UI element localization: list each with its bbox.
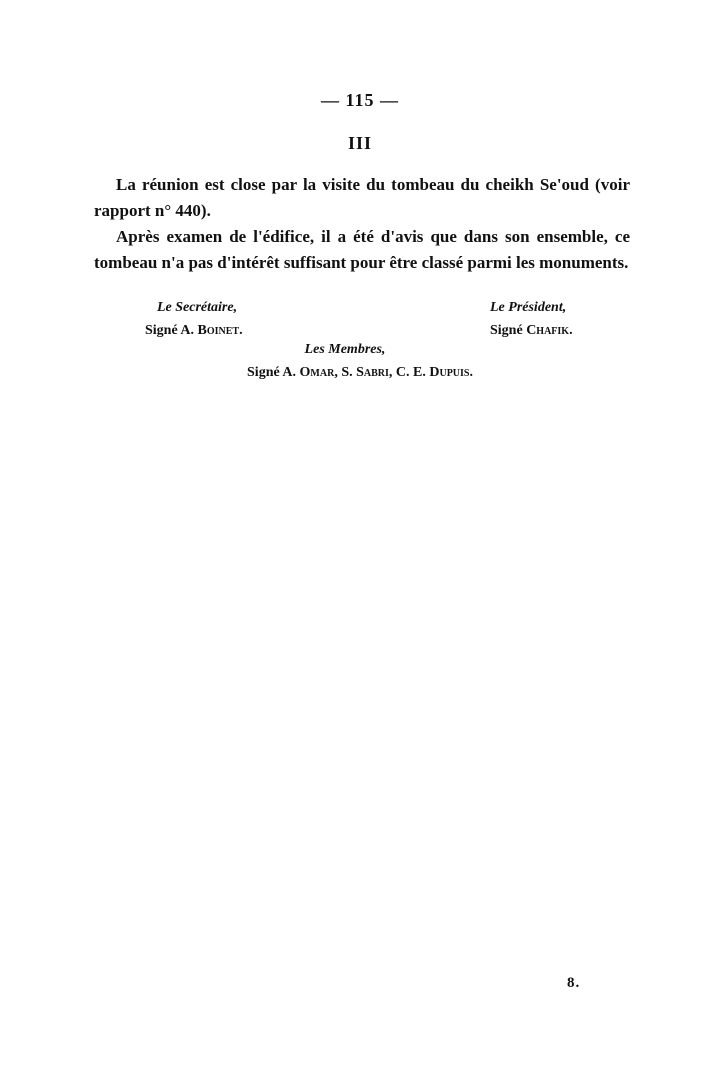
president-signed-prefix: Signé <box>490 323 523 338</box>
paragraph: Après examen de l'édifice, il a été d'avis que dans son ensemble, ce tombeau n'a pas d'intérêt suffisant pour être classé parmi les monuments. <box>94 227 630 272</box>
president-role: Le Président, <box>490 300 567 315</box>
body-text <box>94 172 630 276</box>
member-name: Dupuis. <box>429 365 473 380</box>
member-name: Omar <box>299 365 335 380</box>
secretary-signed-prefix: Signé A. <box>145 323 195 338</box>
secretary-signature <box>145 296 243 342</box>
sheet-signature-mark: 8. <box>567 975 581 991</box>
members-signature <box>0 338 720 384</box>
member-separator: , S. <box>334 365 353 380</box>
members-signed-prefix: Signé A. <box>247 365 297 380</box>
members-role: Les Membres, <box>304 342 386 357</box>
secretary-name: Boinet. <box>197 323 243 338</box>
paragraph: La réunion est close par la visite du tombeau du cheikh Se'oud (voir rapport n° 440). <box>94 175 630 220</box>
member-separator: , C. E. <box>388 365 426 380</box>
page-number: — 115 — <box>320 90 399 110</box>
section-numeral: III <box>347 133 372 153</box>
member-name: Sabri <box>356 365 389 380</box>
secretary-role: Le Secrétaire, <box>157 300 238 315</box>
president-signature <box>490 296 573 342</box>
president-name: Chafik. <box>526 323 573 338</box>
